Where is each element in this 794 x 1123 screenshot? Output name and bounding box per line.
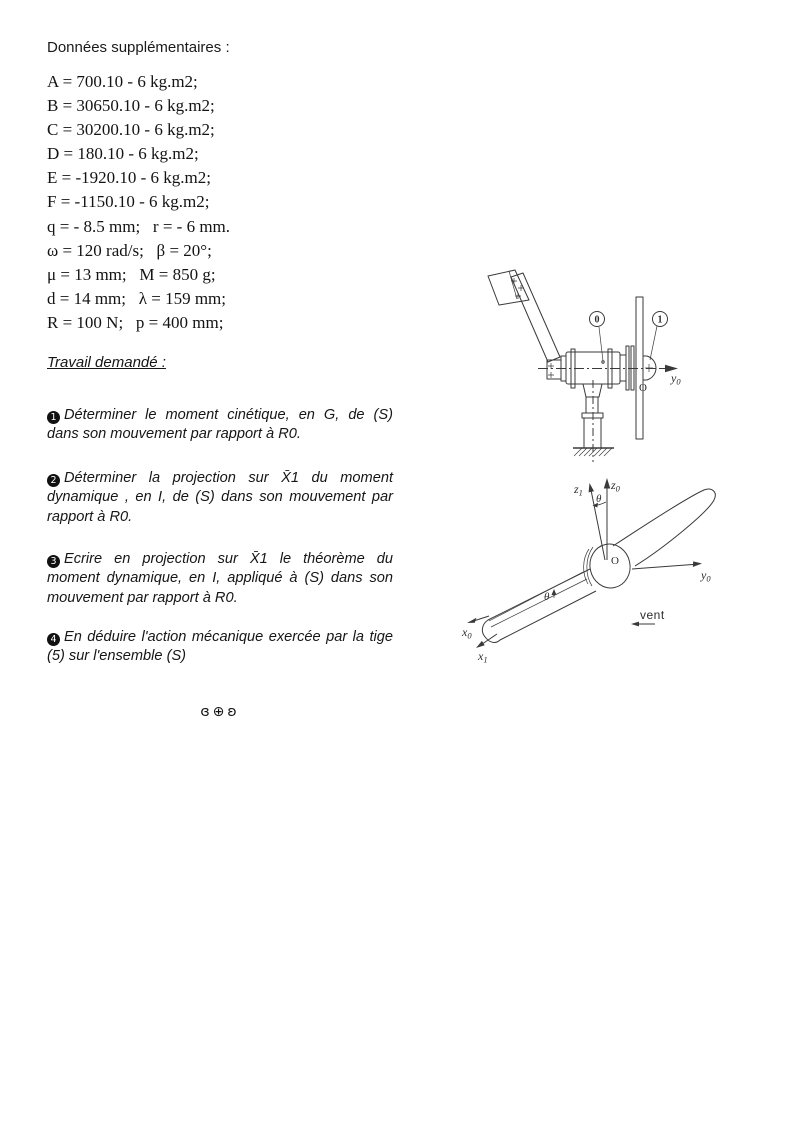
task-item-2: [47, 469, 393, 528]
task-bullet-icon: 1: [47, 411, 60, 424]
task-bullet-icon: 3: [47, 555, 60, 568]
axis-label-y0: $y_0$: [671, 371, 681, 387]
leader-line: [650, 326, 657, 360]
axis-z1-arrowhead: [589, 483, 594, 492]
data-line: A = 700.10 - 6 kg.m2;: [47, 72, 198, 91]
data-line: F = -1150.10 - 6 kg.m2;: [47, 192, 210, 212]
axis-y0-line: [632, 564, 696, 569]
data-line: D = 180.10 - 6 kg.m2;: [47, 144, 199, 164]
data-line: d = 14 mm; λ = 159 mm;: [47, 288, 227, 308]
task-text: En déduire l'action mécanique exercée par la tige (5) sur l'ensemble (S): [47, 628, 393, 665]
axis-label-z0: $z_0$: [611, 478, 620, 494]
task-item-3: [47, 550, 393, 609]
figure-blade-axes: [448, 470, 748, 675]
work-heading: Travail demandé :: [47, 354, 166, 371]
balloon-1-label: 1: [657, 314, 663, 326]
mast-shaft: [586, 397, 598, 413]
data-line: C = 30200.10 - 6 kg.m2;: [47, 120, 215, 140]
theta-label: θ: [596, 493, 602, 505]
data-list: [47, 70, 230, 335]
blade-chord-lines: [489, 572, 587, 627]
axis-label-z1: $z_1$: [574, 482, 583, 498]
axis-label-y0: $y_0$: [701, 568, 711, 584]
data-line: ω = 120 rad/s; β = 20°;: [47, 240, 212, 260]
hub-spinner: [586, 540, 634, 591]
rivet-marks: [511, 278, 524, 299]
axis-z0-arrowhead: [604, 478, 610, 489]
task-item-1: [47, 406, 393, 445]
axis-x1-arrowhead: [476, 641, 485, 648]
task-text: Déterminer la projection sur X̄1 du moment dynamique , en I, de (S) dans son mouvement par rapport à R0.: [47, 469, 393, 525]
wind-arrowhead: [631, 622, 639, 627]
data-line: R = 100 N; p = 400 mm;: [47, 312, 224, 332]
end-ornament-icon: ɞ⊕ʚ: [200, 704, 240, 720]
figure-wind-vane-assembly: [465, 256, 705, 468]
data-line: E = -1920.10 - 6 kg.m2;: [47, 168, 211, 188]
task-text: Déterminer le moment cinétique, en G, de (S) dans son mouvement par rapport à R0.: [47, 406, 393, 443]
theta-blade-arrowhead: [552, 589, 557, 595]
blade-lower: [482, 569, 596, 642]
leader-dot: [602, 361, 604, 363]
arm-mount-block: [547, 360, 561, 379]
vane-plate: [488, 270, 529, 305]
task-bullet-icon: 4: [47, 633, 60, 646]
axis-label-x1: $x_1$: [478, 649, 488, 665]
theta-blade-label: θ: [544, 591, 550, 603]
balloon-0-label: 0: [594, 314, 600, 326]
wind-label: vent: [640, 608, 665, 622]
data-line: B = 30650.10 - 6 kg.m2;: [47, 96, 215, 116]
origin-label: O: [639, 382, 647, 394]
origin-label: O: [611, 555, 619, 567]
axis-y0-arrowhead: [693, 561, 702, 567]
leader-line: [599, 327, 603, 361]
task-item-4: [47, 628, 393, 667]
rivet-marks: [548, 363, 554, 378]
section-title: Données supplémentaires :: [47, 39, 230, 56]
data-line: μ = 13 mm; M = 850 g;: [47, 264, 216, 284]
axis-label-x0: $x_0$: [462, 625, 472, 641]
vane-arm: [511, 273, 560, 362]
task-bullet-icon: 2: [47, 474, 60, 487]
task-text: Ecrire en projection sur X̄1 le théorème du moment dynamique, en I, appliqué à (S) dans son mouvement par rapport à R0.: [47, 550, 393, 606]
data-line: q = - 8.5 mm; r = - 6 mm.: [47, 216, 231, 236]
blade-upper: [613, 489, 715, 566]
axis-x0-arrowhead: [467, 618, 476, 623]
